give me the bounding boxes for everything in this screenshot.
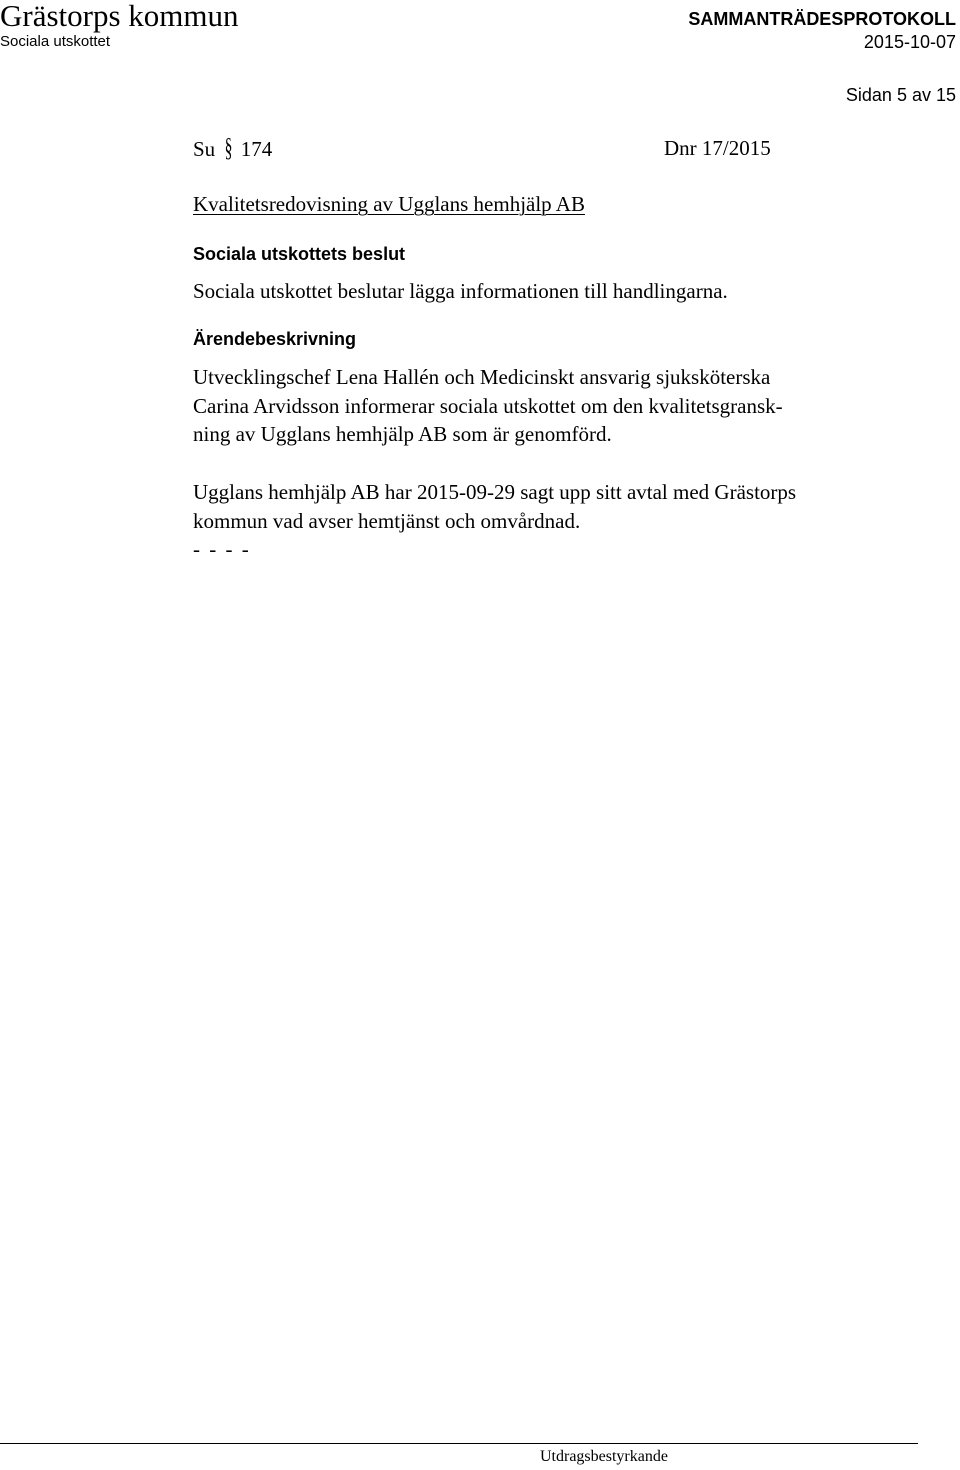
section-prefix: Su (193, 137, 216, 161)
document-type: SAMMANTRÄDESPROTOKOLL (688, 9, 956, 29)
description-paragraph-2 (193, 478, 913, 535)
paragraph-symbol: § (225, 133, 233, 162)
case-number: Dnr 17/2015 (664, 136, 771, 160)
certification-label: Utdragsbestyrkande (540, 1448, 668, 1465)
end-marker: - - - - (193, 537, 251, 561)
text-line: Utvecklingschef Lena Hallén och Medicinskt ansvarig sjuksköterska (193, 365, 771, 389)
text-line: Ugglans hemhjälp AB har 2015-09-29 sagt upp sitt avtal med Grästorps (193, 480, 797, 504)
document-date: 2015-10-07 (863, 32, 956, 52)
decision-heading: Sociala utskottets beslut (193, 244, 406, 264)
text-line: Carina Arvidsson informerar sociala utskottet om den kvalitetsgransk- (193, 393, 783, 418)
page-number: Sidan 5 av 15 (845, 85, 956, 105)
committee-name: Sociala utskottet (0, 33, 111, 50)
matter-title: Kvalitetsredovisning av Ugglans hemhjälp AB (193, 192, 585, 216)
text-line: ning av Ugglans hemhjälp AB som är genomförd. (193, 422, 612, 446)
organization-name: Grästorps kommun (0, 0, 239, 33)
footer-divider (0, 1443, 918, 1444)
text-line: kommun vad avser hemtjänst och omvårdnad. (193, 508, 581, 533)
description-heading: Ärendebeskrivning (193, 329, 357, 349)
section-identifier (193, 134, 272, 163)
section-number: 174 (240, 137, 273, 161)
decision-text: Sociala utskottet beslutar lägga informationen till handlingarna. (193, 279, 728, 303)
description-paragraph-1 (193, 363, 913, 449)
